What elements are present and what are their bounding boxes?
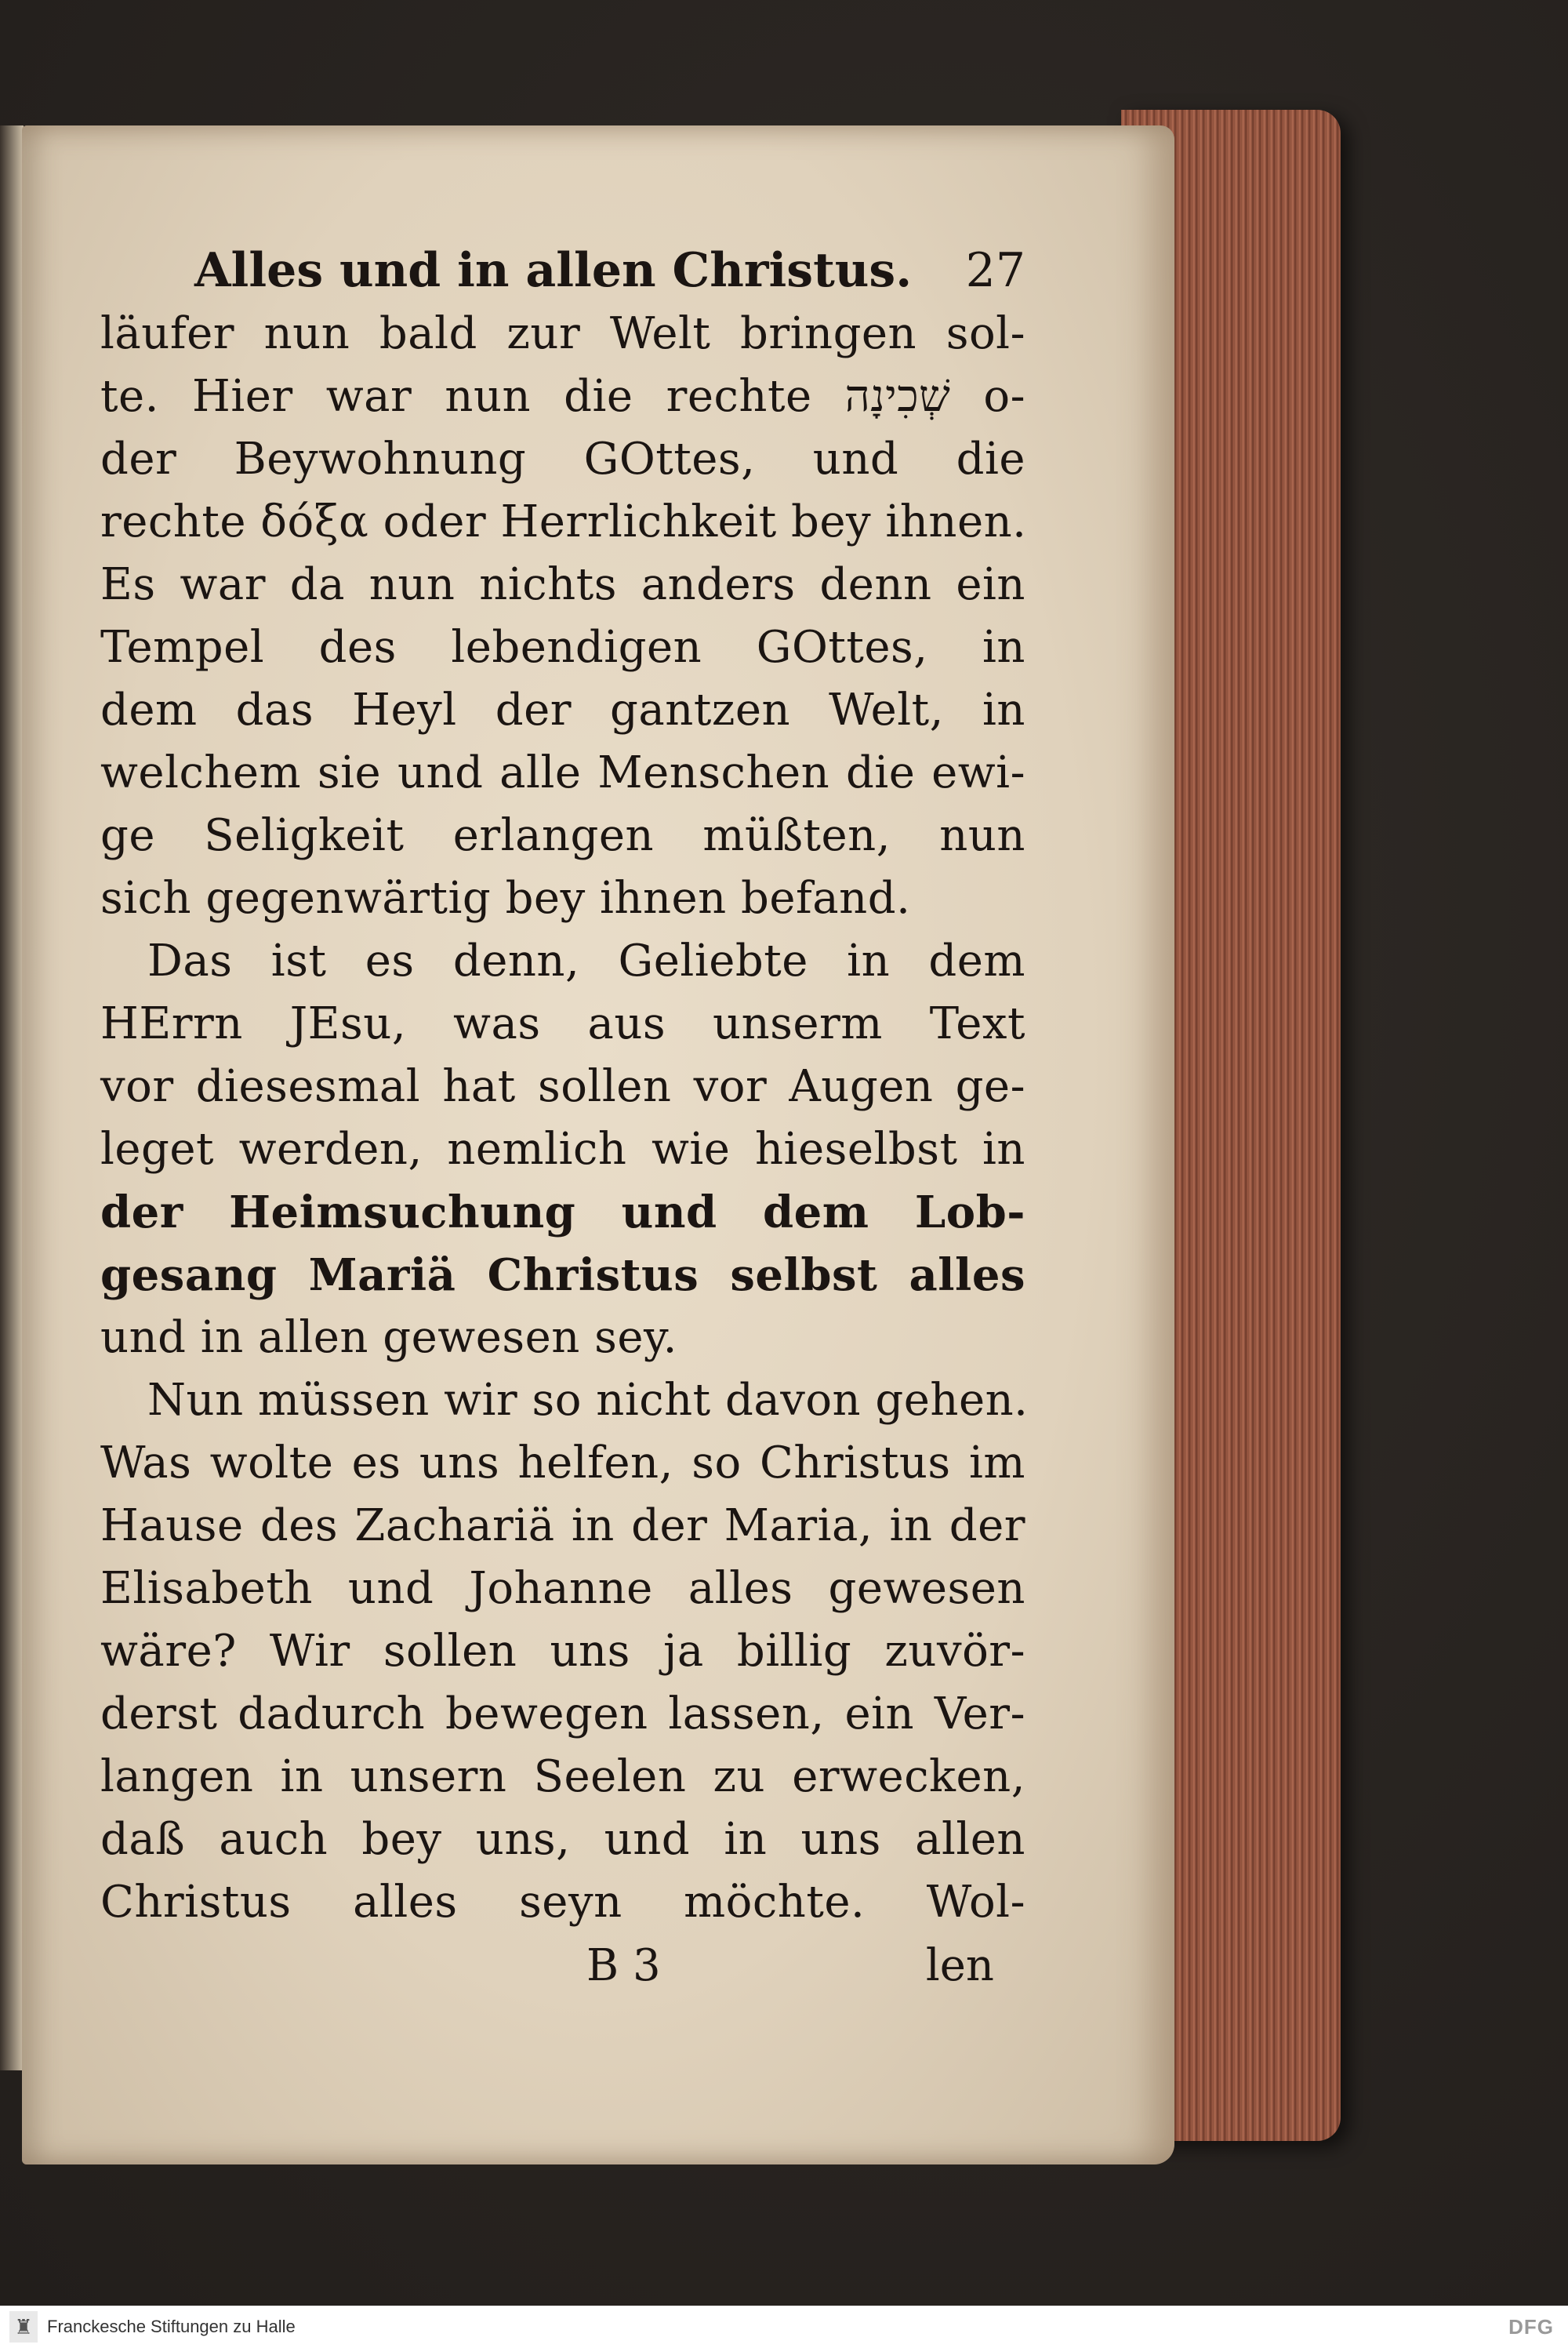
page-footer <box>100 1940 1025 2003</box>
text-line: leget werden, nemlich wie hieselbst in <box>100 1124 1025 1175</box>
running-head-row <box>194 243 1025 298</box>
text-line: dem das Heyl der gantzen Welt, in <box>100 685 1025 736</box>
text-line: wäre? Wir sollen uns ja billig zuvör- <box>100 1626 1025 1677</box>
holder-name: Franckesche Stiftungen zu Halle <box>47 2317 296 2336</box>
text-line: Tempel des lebendigen GOttes, in <box>100 622 1025 673</box>
text-line: daß auch bey uns, und in uns allen <box>100 1814 1025 1865</box>
text-line: Elisabeth und Johanne alles gewesen <box>100 1563 1025 1614</box>
text-line: läufer nun bald zur Welt bringen sol- <box>100 308 1025 359</box>
page-number: 27 <box>965 243 1025 298</box>
text-line: rechte δόξα oder Herrlichkeit bey ihnen. <box>100 496 1027 547</box>
text-line: Das ist es denn, Geliebte in dem <box>147 936 1025 987</box>
text-line: der Heimsuchung und dem Lob- <box>100 1187 1025 1238</box>
text-line: derst dadurch bewegen lassen, ein Ver- <box>100 1688 1025 1739</box>
text-line: sich gegenwärtig bey ihnen befand. <box>100 873 911 924</box>
text-line: gesang Mariä Christus selbst alles <box>100 1249 1025 1301</box>
text-line: Es war da nun nichts anders denn ein <box>100 559 1025 610</box>
text-line: langen in unsern Seelen zu erwecken, <box>100 1751 1025 1802</box>
text-line: Christus alles seyn möchte. Wol- <box>100 1877 1025 1928</box>
text-line: Hause des Zachariä in der Maria, in der <box>100 1500 1025 1551</box>
catchword: len <box>925 1940 994 1991</box>
running-head: Alles und in allen Christus. <box>194 243 913 298</box>
text-line: ge Seligkeit erlangen müßten, nun <box>100 810 1025 861</box>
institution-logo-icon: ♜ <box>9 2311 38 2343</box>
text-line: Nun müssen wir so nicht davon gehen. <box>147 1375 1029 1426</box>
dfg-logo: DFG <box>1508 2314 1554 2339</box>
text-line: Was wolte es uns helfen, so Christus im <box>100 1438 1025 1488</box>
book-page <box>22 125 1174 2164</box>
text-line: und in allen gewesen sey. <box>100 1312 677 1363</box>
text-block <box>100 243 1029 2003</box>
credit-bar <box>0 2306 1568 2348</box>
left-page-edge <box>0 125 24 2070</box>
signature-mark: B 3 <box>586 1940 661 1991</box>
text-line: HErrn JEsu, was aus unserm Text <box>100 998 1025 1049</box>
text-line: welchem sie und alle Menschen die ewi- <box>100 747 1025 798</box>
text-line: der Beywohnung GOttes, und die <box>100 434 1025 485</box>
text-line: te. Hier war nun die rechte שְׁכִינָה o- <box>100 371 1025 422</box>
text-line: vor diesesmal hat sollen vor Augen ge- <box>100 1061 1025 1112</box>
